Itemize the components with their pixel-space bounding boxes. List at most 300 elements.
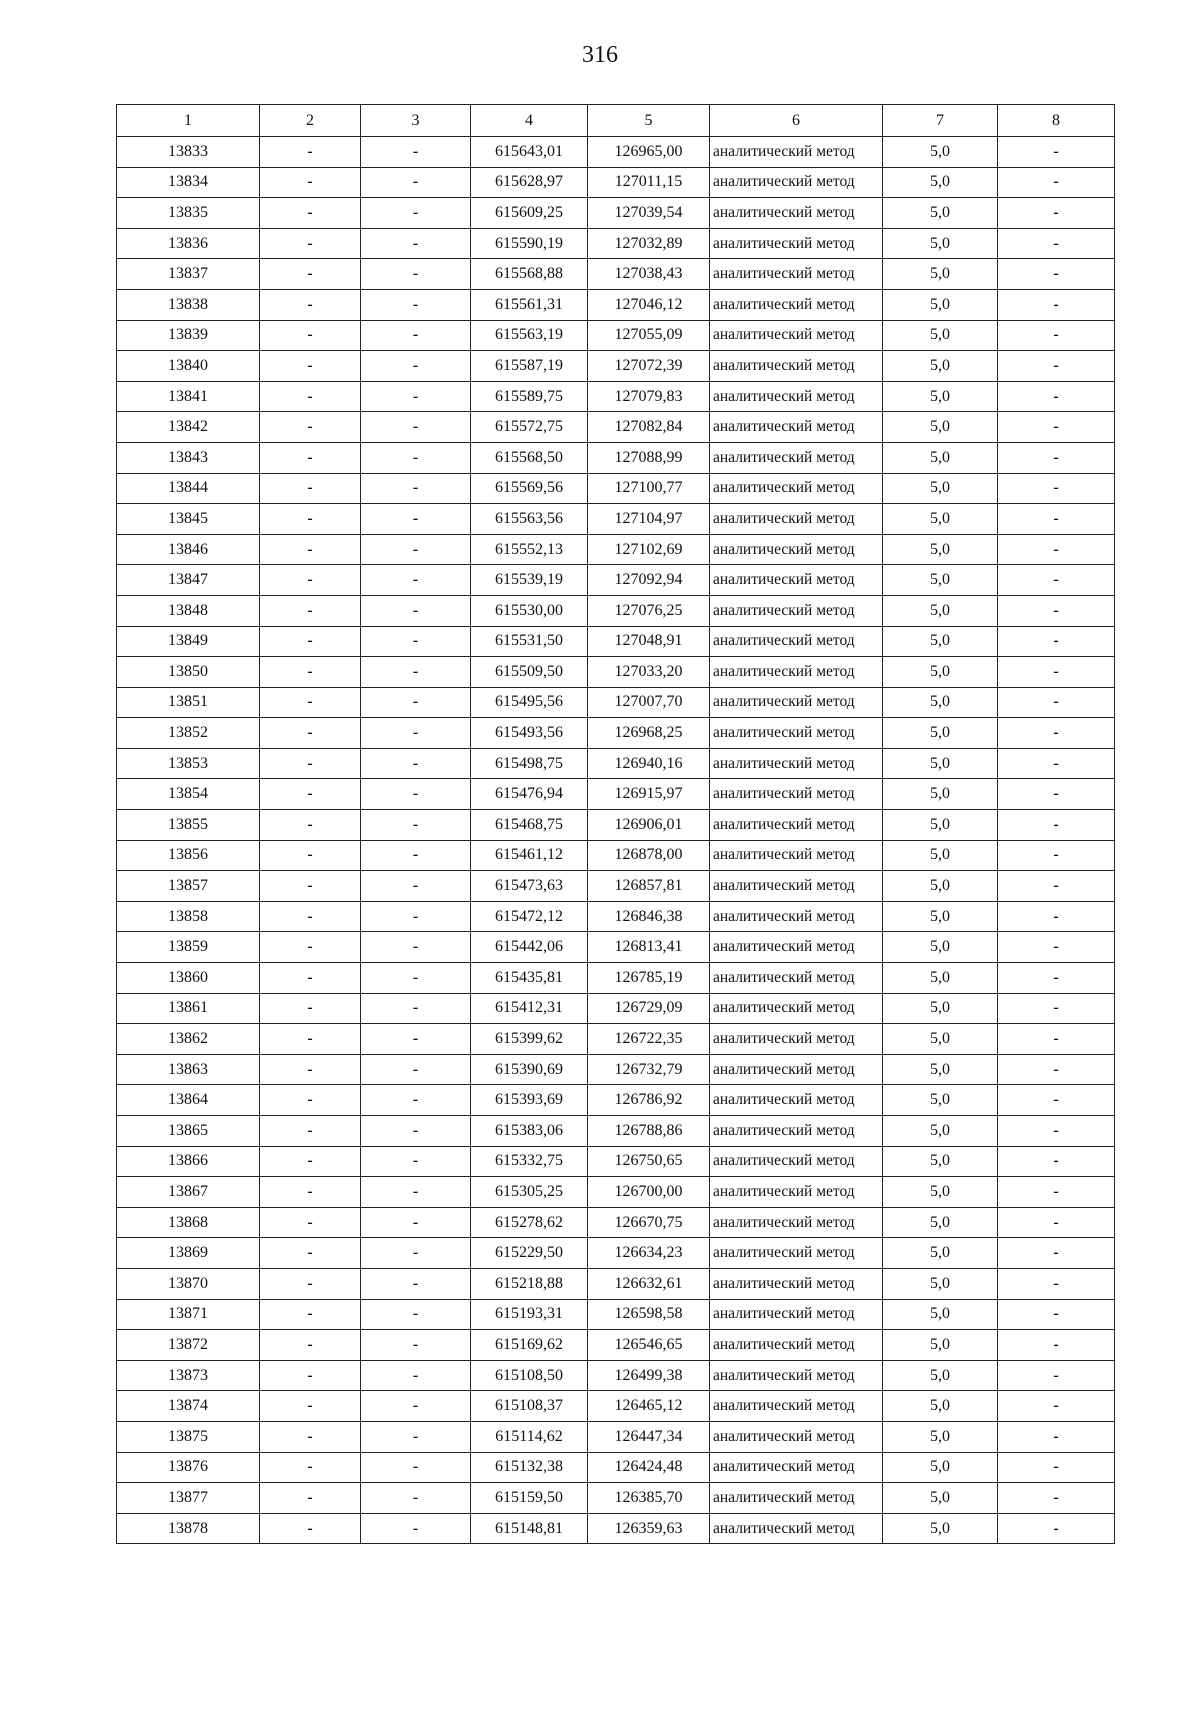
x-coordinate-cell: 615643,01 <box>471 137 588 168</box>
col8-cell: - <box>998 687 1115 718</box>
point-number-cell: 13855 <box>117 810 260 841</box>
accuracy-cell: 5,0 <box>883 473 998 504</box>
accuracy-cell: 5,0 <box>883 993 998 1024</box>
col2-cell: - <box>260 1024 361 1055</box>
col8-cell: - <box>998 993 1115 1024</box>
table-row <box>117 228 1115 259</box>
col8-cell: - <box>998 442 1115 473</box>
x-coordinate-cell: 615473,63 <box>471 871 588 902</box>
method-cell: аналитический метод <box>710 137 883 168</box>
method-cell: аналитический метод <box>710 1146 883 1177</box>
point-number-cell: 13865 <box>117 1116 260 1147</box>
col3-cell: - <box>361 657 471 688</box>
x-coordinate-cell: 615305,25 <box>471 1177 588 1208</box>
x-coordinate-cell: 615531,50 <box>471 626 588 657</box>
point-number-cell: 13851 <box>117 687 260 718</box>
col8-cell: - <box>998 167 1115 198</box>
col2-cell: - <box>260 351 361 382</box>
point-number-cell: 13845 <box>117 504 260 535</box>
accuracy-cell: 5,0 <box>883 718 998 749</box>
table-row <box>117 1146 1115 1177</box>
col3-cell: - <box>361 259 471 290</box>
col8-cell: - <box>998 1391 1115 1422</box>
col3-cell: - <box>361 779 471 810</box>
col3-cell: - <box>361 1054 471 1085</box>
accuracy-cell: 5,0 <box>883 1116 998 1147</box>
accuracy-cell: 5,0 <box>883 748 998 779</box>
x-coordinate-cell: 615498,75 <box>471 748 588 779</box>
method-cell: аналитический метод <box>710 901 883 932</box>
x-coordinate-cell: 615169,62 <box>471 1330 588 1361</box>
x-coordinate-cell: 615530,00 <box>471 595 588 626</box>
y-coordinate-cell: 126968,25 <box>588 718 710 749</box>
point-number-cell: 13833 <box>117 137 260 168</box>
method-cell: аналитический метод <box>710 1268 883 1299</box>
table-row <box>117 901 1115 932</box>
point-number-cell: 13874 <box>117 1391 260 1422</box>
table-row <box>117 840 1115 871</box>
col8-cell: - <box>998 198 1115 229</box>
table-row <box>117 963 1115 994</box>
x-coordinate-cell: 615383,06 <box>471 1116 588 1147</box>
col8-cell: - <box>998 259 1115 290</box>
col3-cell: - <box>361 504 471 535</box>
table-row <box>117 381 1115 412</box>
point-number-cell: 13877 <box>117 1483 260 1514</box>
accuracy-cell: 5,0 <box>883 1085 998 1116</box>
col2-cell: - <box>260 473 361 504</box>
method-cell: аналитический метод <box>710 1452 883 1483</box>
table-row <box>117 1207 1115 1238</box>
method-cell: аналитический метод <box>710 504 883 535</box>
col8-cell: - <box>998 1299 1115 1330</box>
col2-cell: - <box>260 1391 361 1422</box>
col8-cell: - <box>998 1054 1115 1085</box>
col8-cell: - <box>998 1116 1115 1147</box>
x-coordinate-cell: 615609,25 <box>471 198 588 229</box>
x-coordinate-cell: 615332,75 <box>471 1146 588 1177</box>
table-row <box>117 412 1115 443</box>
col3-cell: - <box>361 534 471 565</box>
y-coordinate-cell: 126732,79 <box>588 1054 710 1085</box>
col2-cell: - <box>260 259 361 290</box>
table-row <box>117 810 1115 841</box>
col8-cell: - <box>998 626 1115 657</box>
col3-cell: - <box>361 1360 471 1391</box>
method-cell: аналитический метод <box>710 657 883 688</box>
col3-cell: - <box>361 289 471 320</box>
x-coordinate-cell: 615114,62 <box>471 1421 588 1452</box>
point-number-cell: 13867 <box>117 1177 260 1208</box>
method-cell: аналитический метод <box>710 1238 883 1269</box>
y-coordinate-cell: 126750,65 <box>588 1146 710 1177</box>
accuracy-cell: 5,0 <box>883 1238 998 1269</box>
accuracy-cell: 5,0 <box>883 442 998 473</box>
col2-cell: - <box>260 932 361 963</box>
col3-cell: - <box>361 871 471 902</box>
x-coordinate-cell: 615552,13 <box>471 534 588 565</box>
accuracy-cell: 5,0 <box>883 1299 998 1330</box>
y-coordinate-cell: 126598,58 <box>588 1299 710 1330</box>
y-coordinate-cell: 126846,38 <box>588 901 710 932</box>
method-cell: аналитический метод <box>710 718 883 749</box>
column-header: 2 <box>260 105 361 137</box>
col8-cell: - <box>998 871 1115 902</box>
y-coordinate-cell: 126788,86 <box>588 1116 710 1147</box>
table-row <box>117 595 1115 626</box>
col2-cell: - <box>260 289 361 320</box>
table-row <box>117 1513 1115 1544</box>
col8-cell: - <box>998 534 1115 565</box>
col8-cell: - <box>998 1177 1115 1208</box>
table-row <box>117 351 1115 382</box>
accuracy-cell: 5,0 <box>883 565 998 596</box>
x-coordinate-cell: 615148,81 <box>471 1513 588 1544</box>
col8-cell: - <box>998 1085 1115 1116</box>
accuracy-cell: 5,0 <box>883 198 998 229</box>
y-coordinate-cell: 126634,23 <box>588 1238 710 1269</box>
accuracy-cell: 5,0 <box>883 779 998 810</box>
table-row <box>117 1116 1115 1147</box>
col2-cell: - <box>260 626 361 657</box>
method-cell: аналитический метод <box>710 626 883 657</box>
col8-cell: - <box>998 412 1115 443</box>
col2-cell: - <box>260 1513 361 1544</box>
col2-cell: - <box>260 534 361 565</box>
col3-cell: - <box>361 1452 471 1483</box>
point-number-cell: 13868 <box>117 1207 260 1238</box>
point-number-cell: 13846 <box>117 534 260 565</box>
x-coordinate-cell: 615476,94 <box>471 779 588 810</box>
col3-cell: - <box>361 228 471 259</box>
x-coordinate-cell: 615563,19 <box>471 320 588 351</box>
y-coordinate-cell: 126546,65 <box>588 1330 710 1361</box>
y-coordinate-cell: 127038,43 <box>588 259 710 290</box>
accuracy-cell: 5,0 <box>883 351 998 382</box>
x-coordinate-cell: 615435,81 <box>471 963 588 994</box>
y-coordinate-cell: 126915,97 <box>588 779 710 810</box>
point-number-cell: 13871 <box>117 1299 260 1330</box>
point-number-cell: 13860 <box>117 963 260 994</box>
col2-cell: - <box>260 810 361 841</box>
col3-cell: - <box>361 963 471 994</box>
table-row <box>117 1360 1115 1391</box>
accuracy-cell: 5,0 <box>883 1330 998 1361</box>
table-row <box>117 1085 1115 1116</box>
y-coordinate-cell: 127088,99 <box>588 442 710 473</box>
x-coordinate-cell: 615229,50 <box>471 1238 588 1269</box>
point-number-cell: 13863 <box>117 1054 260 1085</box>
point-number-cell: 13844 <box>117 473 260 504</box>
method-cell: аналитический метод <box>710 381 883 412</box>
y-coordinate-cell: 126499,38 <box>588 1360 710 1391</box>
col3-cell: - <box>361 1421 471 1452</box>
col2-cell: - <box>260 779 361 810</box>
col8-cell: - <box>998 565 1115 596</box>
col8-cell: - <box>998 1360 1115 1391</box>
accuracy-cell: 5,0 <box>883 1054 998 1085</box>
col3-cell: - <box>361 1116 471 1147</box>
x-coordinate-cell: 615461,12 <box>471 840 588 871</box>
col2-cell: - <box>260 565 361 596</box>
method-cell: аналитический метод <box>710 993 883 1024</box>
point-number-cell: 13862 <box>117 1024 260 1055</box>
table-row <box>117 1177 1115 1208</box>
y-coordinate-cell: 127032,89 <box>588 228 710 259</box>
x-coordinate-cell: 615563,56 <box>471 504 588 535</box>
col8-cell: - <box>998 1513 1115 1544</box>
point-number-cell: 13842 <box>117 412 260 443</box>
col2-cell: - <box>260 1330 361 1361</box>
method-cell: аналитический метод <box>710 1483 883 1514</box>
col2-cell: - <box>260 228 361 259</box>
y-coordinate-cell: 126857,81 <box>588 871 710 902</box>
y-coordinate-cell: 127079,83 <box>588 381 710 412</box>
point-number-cell: 13841 <box>117 381 260 412</box>
accuracy-cell: 5,0 <box>883 167 998 198</box>
col2-cell: - <box>260 901 361 932</box>
col2-cell: - <box>260 1268 361 1299</box>
point-number-cell: 13870 <box>117 1268 260 1299</box>
method-cell: аналитический метод <box>710 259 883 290</box>
point-number-cell: 13872 <box>117 1330 260 1361</box>
table-row <box>117 1452 1115 1483</box>
col3-cell: - <box>361 1330 471 1361</box>
table-row <box>117 871 1115 902</box>
table-row <box>117 1421 1115 1452</box>
accuracy-cell: 5,0 <box>883 320 998 351</box>
col8-cell: - <box>998 504 1115 535</box>
point-number-cell: 13847 <box>117 565 260 596</box>
accuracy-cell: 5,0 <box>883 228 998 259</box>
col2-cell: - <box>260 1207 361 1238</box>
col2-cell: - <box>260 381 361 412</box>
point-number-cell: 13834 <box>117 167 260 198</box>
col8-cell: - <box>998 718 1115 749</box>
col2-cell: - <box>260 1299 361 1330</box>
method-cell: аналитический метод <box>710 1299 883 1330</box>
col8-cell: - <box>998 1483 1115 1514</box>
point-number-cell: 13876 <box>117 1452 260 1483</box>
col2-cell: - <box>260 657 361 688</box>
col3-cell: - <box>361 626 471 657</box>
y-coordinate-cell: 127076,25 <box>588 595 710 626</box>
point-number-cell: 13852 <box>117 718 260 749</box>
col2-cell: - <box>260 1421 361 1452</box>
accuracy-cell: 5,0 <box>883 657 998 688</box>
col3-cell: - <box>361 198 471 229</box>
method-cell: аналитический метод <box>710 320 883 351</box>
col2-cell: - <box>260 1360 361 1391</box>
y-coordinate-cell: 126359,63 <box>588 1513 710 1544</box>
point-number-cell: 13840 <box>117 351 260 382</box>
table-row <box>117 442 1115 473</box>
y-coordinate-cell: 127039,54 <box>588 198 710 229</box>
method-cell: аналитический метод <box>710 412 883 443</box>
col2-cell: - <box>260 718 361 749</box>
col3-cell: - <box>361 932 471 963</box>
table-row <box>117 259 1115 290</box>
table-row <box>117 534 1115 565</box>
col2-cell: - <box>260 1177 361 1208</box>
col8-cell: - <box>998 351 1115 382</box>
y-coordinate-cell: 126670,75 <box>588 1207 710 1238</box>
col2-cell: - <box>260 595 361 626</box>
accuracy-cell: 5,0 <box>883 1421 998 1452</box>
col3-cell: - <box>361 901 471 932</box>
x-coordinate-cell: 615509,50 <box>471 657 588 688</box>
col3-cell: - <box>361 1391 471 1422</box>
accuracy-cell: 5,0 <box>883 901 998 932</box>
col2-cell: - <box>260 167 361 198</box>
table-row <box>117 1268 1115 1299</box>
y-coordinate-cell: 127055,09 <box>588 320 710 351</box>
accuracy-cell: 5,0 <box>883 1513 998 1544</box>
coordinates-table <box>116 104 1115 1544</box>
y-coordinate-cell: 127100,77 <box>588 473 710 504</box>
point-number-cell: 13837 <box>117 259 260 290</box>
table-row <box>117 1391 1115 1422</box>
point-number-cell: 13878 <box>117 1513 260 1544</box>
accuracy-cell: 5,0 <box>883 1024 998 1055</box>
table-row <box>117 932 1115 963</box>
x-coordinate-cell: 615108,37 <box>471 1391 588 1422</box>
y-coordinate-cell: 126447,34 <box>588 1421 710 1452</box>
method-cell: аналитический метод <box>710 228 883 259</box>
col3-cell: - <box>361 687 471 718</box>
column-header: 1 <box>117 105 260 137</box>
column-header: 5 <box>588 105 710 137</box>
method-cell: аналитический метод <box>710 1024 883 1055</box>
col3-cell: - <box>361 1238 471 1269</box>
y-coordinate-cell: 127072,39 <box>588 351 710 382</box>
col8-cell: - <box>998 1024 1115 1055</box>
x-coordinate-cell: 615628,97 <box>471 167 588 198</box>
method-cell: аналитический метод <box>710 779 883 810</box>
y-coordinate-cell: 127082,84 <box>588 412 710 443</box>
method-cell: аналитический метод <box>710 840 883 871</box>
method-cell: аналитический метод <box>710 565 883 596</box>
col3-cell: - <box>361 320 471 351</box>
column-header: 6 <box>710 105 883 137</box>
accuracy-cell: 5,0 <box>883 1177 998 1208</box>
accuracy-cell: 5,0 <box>883 289 998 320</box>
col3-cell: - <box>361 381 471 412</box>
x-coordinate-cell: 615493,56 <box>471 718 588 749</box>
point-number-cell: 13861 <box>117 993 260 1024</box>
col8-cell: - <box>998 320 1115 351</box>
method-cell: аналитический метод <box>710 871 883 902</box>
col3-cell: - <box>361 351 471 382</box>
accuracy-cell: 5,0 <box>883 1207 998 1238</box>
point-number-cell: 13838 <box>117 289 260 320</box>
col8-cell: - <box>998 1268 1115 1299</box>
col2-cell: - <box>260 198 361 229</box>
accuracy-cell: 5,0 <box>883 259 998 290</box>
accuracy-cell: 5,0 <box>883 932 998 963</box>
col2-cell: - <box>260 993 361 1024</box>
method-cell: аналитический метод <box>710 1421 883 1452</box>
accuracy-cell: 5,0 <box>883 810 998 841</box>
table-row <box>117 993 1115 1024</box>
table-row <box>117 198 1115 229</box>
y-coordinate-cell: 126632,61 <box>588 1268 710 1299</box>
col3-cell: - <box>361 1146 471 1177</box>
table-row <box>117 779 1115 810</box>
col3-cell: - <box>361 1483 471 1514</box>
col2-cell: - <box>260 412 361 443</box>
x-coordinate-cell: 615568,50 <box>471 442 588 473</box>
method-cell: аналитический метод <box>710 534 883 565</box>
col3-cell: - <box>361 442 471 473</box>
col2-cell: - <box>260 1054 361 1085</box>
x-coordinate-cell: 615468,75 <box>471 810 588 841</box>
y-coordinate-cell: 127092,94 <box>588 565 710 596</box>
x-coordinate-cell: 615393,69 <box>471 1085 588 1116</box>
accuracy-cell: 5,0 <box>883 534 998 565</box>
col8-cell: - <box>998 1452 1115 1483</box>
table-row <box>117 1299 1115 1330</box>
col8-cell: - <box>998 657 1115 688</box>
accuracy-cell: 5,0 <box>883 1452 998 1483</box>
table-row <box>117 289 1115 320</box>
y-coordinate-cell: 126785,19 <box>588 963 710 994</box>
col3-cell: - <box>361 412 471 443</box>
col3-cell: - <box>361 137 471 168</box>
method-cell: аналитический метод <box>710 1177 883 1208</box>
table-row <box>117 1054 1115 1085</box>
col2-cell: - <box>260 963 361 994</box>
accuracy-cell: 5,0 <box>883 595 998 626</box>
page-number: 316 <box>582 42 618 68</box>
table-row <box>117 748 1115 779</box>
accuracy-cell: 5,0 <box>883 412 998 443</box>
table-row <box>117 718 1115 749</box>
method-cell: аналитический метод <box>710 932 883 963</box>
y-coordinate-cell: 126965,00 <box>588 137 710 168</box>
col8-cell: - <box>998 810 1115 841</box>
col3-cell: - <box>361 1207 471 1238</box>
accuracy-cell: 5,0 <box>883 504 998 535</box>
x-coordinate-cell: 615539,19 <box>471 565 588 596</box>
accuracy-cell: 5,0 <box>883 1391 998 1422</box>
col2-cell: - <box>260 840 361 871</box>
col3-cell: - <box>361 1024 471 1055</box>
column-header: 7 <box>883 105 998 137</box>
point-number-cell: 13848 <box>117 595 260 626</box>
x-coordinate-cell: 615442,06 <box>471 932 588 963</box>
table-row <box>117 167 1115 198</box>
col3-cell: - <box>361 167 471 198</box>
y-coordinate-cell: 127011,15 <box>588 167 710 198</box>
point-number-cell: 13843 <box>117 442 260 473</box>
col8-cell: - <box>998 932 1115 963</box>
col2-cell: - <box>260 442 361 473</box>
col8-cell: - <box>998 1330 1115 1361</box>
y-coordinate-cell: 127104,97 <box>588 504 710 535</box>
method-cell: аналитический метод <box>710 1391 883 1422</box>
col8-cell: - <box>998 289 1115 320</box>
point-number-cell: 13869 <box>117 1238 260 1269</box>
x-coordinate-cell: 615159,50 <box>471 1483 588 1514</box>
table-row <box>117 320 1115 351</box>
point-number-cell: 13853 <box>117 748 260 779</box>
x-coordinate-cell: 615132,38 <box>471 1452 588 1483</box>
table-row <box>117 687 1115 718</box>
method-cell: аналитический метод <box>710 595 883 626</box>
y-coordinate-cell: 127033,20 <box>588 657 710 688</box>
col3-cell: - <box>361 565 471 596</box>
